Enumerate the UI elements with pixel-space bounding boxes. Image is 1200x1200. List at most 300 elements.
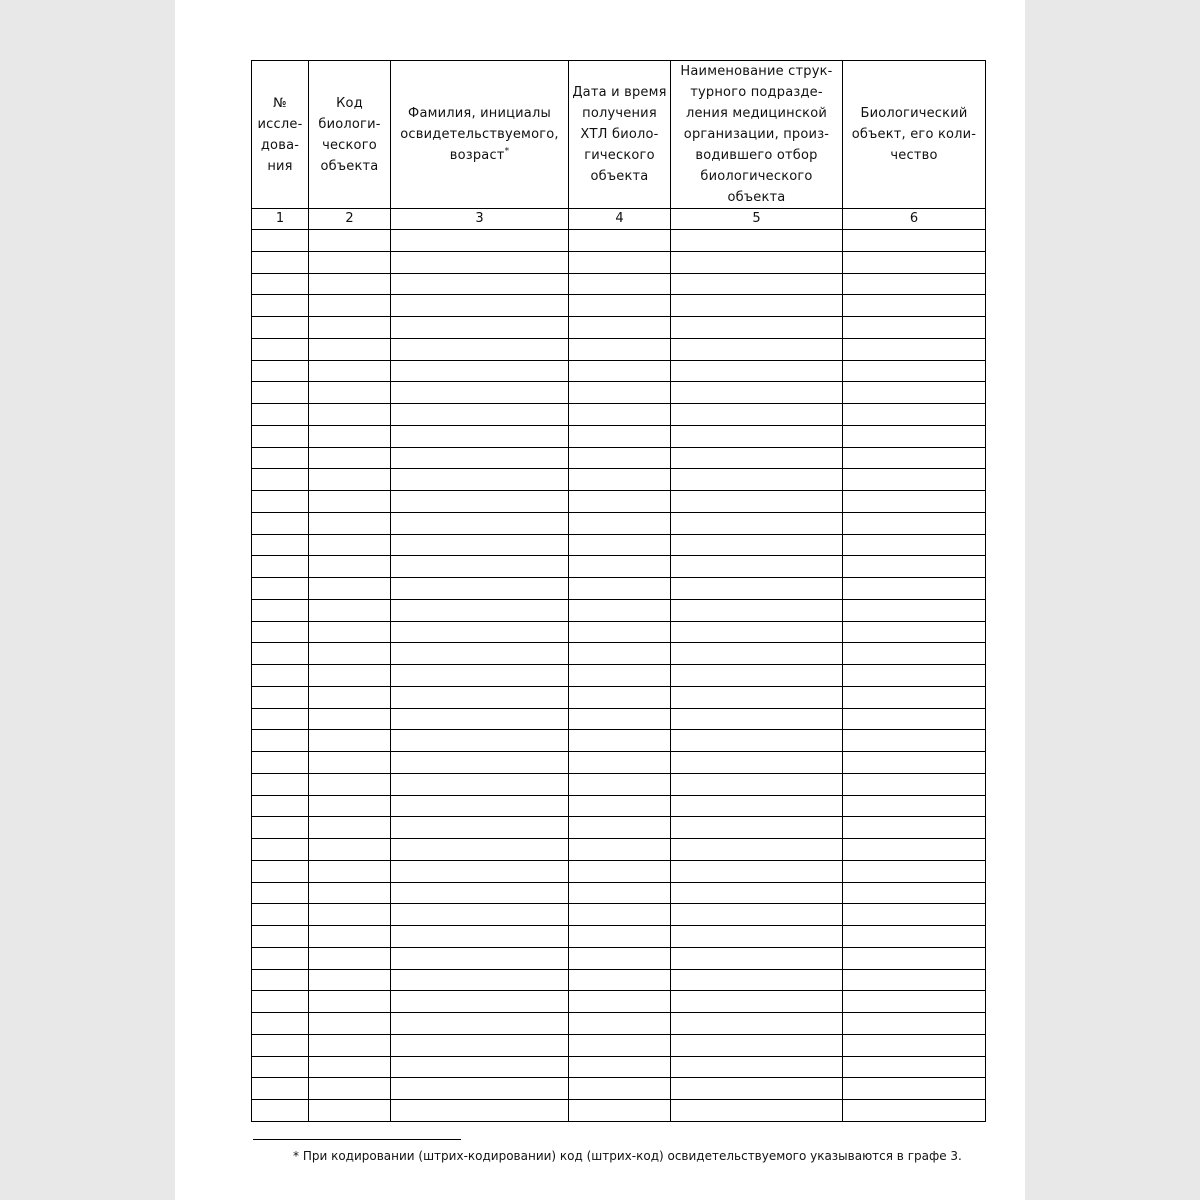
table-cell[interactable] (843, 251, 986, 273)
table-row (252, 1078, 986, 1100)
table-cell[interactable] (671, 882, 843, 904)
table-cell[interactable] (309, 404, 391, 426)
table-cell[interactable] (569, 556, 671, 578)
table-cell[interactable] (843, 643, 986, 665)
table-cell[interactable] (252, 469, 309, 491)
table-cell[interactable] (569, 491, 671, 513)
header-text: Дата и время получения ХТЛ биоло- гического объекта (572, 85, 667, 184)
table-row (252, 773, 986, 795)
table-cell[interactable] (252, 773, 309, 795)
table-row (252, 382, 986, 404)
table-cell[interactable] (309, 534, 391, 556)
table-cell[interactable] (671, 1078, 843, 1100)
table-row (252, 295, 986, 317)
table-cell[interactable] (569, 273, 671, 295)
table-cell[interactable] (843, 425, 986, 447)
table-cell[interactable] (391, 1056, 569, 1078)
table-cell[interactable] (391, 491, 569, 513)
table-cell[interactable] (671, 447, 843, 469)
table-cell[interactable] (309, 1034, 391, 1056)
table-cell[interactable] (569, 1056, 671, 1078)
table-cell[interactable] (252, 425, 309, 447)
column-number: 6 (843, 209, 986, 230)
table-cell[interactable] (252, 599, 309, 621)
table-cell[interactable] (391, 947, 569, 969)
table-cell[interactable] (671, 295, 843, 317)
table-cell[interactable] (252, 447, 309, 469)
table-cell[interactable] (569, 447, 671, 469)
table-row (252, 991, 986, 1013)
table-cell[interactable] (671, 904, 843, 926)
table-cell[interactable] (309, 860, 391, 882)
table-cell[interactable] (843, 1034, 986, 1056)
table-cell[interactable] (569, 599, 671, 621)
table-cell[interactable] (391, 621, 569, 643)
table-cell[interactable] (309, 317, 391, 339)
table-row (252, 860, 986, 882)
table-cell[interactable] (252, 1100, 309, 1122)
table-cell[interactable] (391, 469, 569, 491)
table-cell[interactable] (309, 382, 391, 404)
table-cell[interactable] (391, 425, 569, 447)
table-row (252, 730, 986, 752)
table-row (252, 817, 986, 839)
table-cell[interactable] (252, 273, 309, 295)
table-row (252, 273, 986, 295)
table-cell[interactable] (391, 578, 569, 600)
column-number: 2 (309, 209, 391, 230)
table-cell[interactable] (569, 1100, 671, 1122)
table-cell[interactable] (843, 273, 986, 295)
header-text: Код биологи- ческого объекта (318, 95, 381, 174)
table-cell[interactable] (391, 1034, 569, 1056)
table-cell[interactable] (309, 1056, 391, 1078)
table-cell[interactable] (252, 1013, 309, 1035)
table-cell[interactable] (671, 665, 843, 687)
table-cell[interactable] (569, 382, 671, 404)
table-cell[interactable] (252, 665, 309, 687)
table-cell[interactable] (391, 882, 569, 904)
table-cell[interactable] (391, 338, 569, 360)
table-cell[interactable] (843, 991, 986, 1013)
table-row (252, 1100, 986, 1122)
table-cell[interactable] (843, 317, 986, 339)
table-cell[interactable] (309, 795, 391, 817)
table-cell[interactable] (309, 621, 391, 643)
table-cell[interactable] (671, 621, 843, 643)
table-row (252, 404, 986, 426)
table-cell[interactable] (309, 1013, 391, 1035)
table-cell[interactable] (569, 817, 671, 839)
table-cell[interactable] (391, 317, 569, 339)
table-cell[interactable] (843, 817, 986, 839)
table-cell[interactable] (569, 1078, 671, 1100)
table-cell[interactable] (309, 251, 391, 273)
table-cell[interactable] (391, 991, 569, 1013)
table-cell[interactable] (252, 360, 309, 382)
table-cell[interactable] (569, 839, 671, 861)
table-cell[interactable] (252, 904, 309, 926)
table-cell[interactable] (671, 578, 843, 600)
table-row (252, 251, 986, 273)
column-number: 4 (569, 209, 671, 230)
table-cell[interactable] (252, 295, 309, 317)
table-cell[interactable] (309, 947, 391, 969)
column-header (252, 61, 309, 209)
table-cell[interactable] (252, 491, 309, 513)
table-cell[interactable] (843, 469, 986, 491)
table-cell[interactable] (671, 230, 843, 252)
table-cell[interactable] (843, 382, 986, 404)
table-cell[interactable] (671, 404, 843, 426)
table-cell[interactable] (843, 1078, 986, 1100)
table-cell[interactable] (309, 230, 391, 252)
table-cell[interactable] (843, 839, 986, 861)
table-cell[interactable] (569, 991, 671, 1013)
column-header (671, 61, 843, 209)
table-cell[interactable] (843, 1013, 986, 1035)
table-cell[interactable] (391, 839, 569, 861)
table-cell[interactable] (671, 360, 843, 382)
table-cell[interactable] (309, 708, 391, 730)
table-cell[interactable] (569, 860, 671, 882)
table-cell[interactable] (309, 686, 391, 708)
table-cell[interactable] (391, 1013, 569, 1035)
table-cell[interactable] (252, 969, 309, 991)
table-cell[interactable] (309, 926, 391, 948)
table-cell[interactable] (252, 556, 309, 578)
table-row (252, 447, 986, 469)
table-cell[interactable] (671, 795, 843, 817)
table-cell[interactable] (671, 926, 843, 948)
table-cell[interactable] (843, 556, 986, 578)
table-cell[interactable] (671, 947, 843, 969)
table-cell[interactable] (391, 708, 569, 730)
table-cell[interactable] (309, 752, 391, 774)
table-cell[interactable] (671, 425, 843, 447)
table-row (252, 926, 986, 948)
table-cell[interactable] (569, 795, 671, 817)
table-cell[interactable] (843, 621, 986, 643)
table-cell[interactable] (569, 882, 671, 904)
table-cell[interactable] (252, 251, 309, 273)
table-cell[interactable] (671, 773, 843, 795)
table-cell[interactable] (391, 686, 569, 708)
table-cell[interactable] (843, 295, 986, 317)
table-cell[interactable] (309, 730, 391, 752)
table-cell[interactable] (391, 295, 569, 317)
table-cell[interactable] (252, 991, 309, 1013)
table-cell[interactable] (671, 817, 843, 839)
table-cell[interactable] (309, 295, 391, 317)
table-cell[interactable] (569, 512, 671, 534)
table-cell[interactable] (843, 447, 986, 469)
table-cell[interactable] (391, 1078, 569, 1100)
table-cell[interactable] (309, 360, 391, 382)
table-cell[interactable] (309, 969, 391, 991)
table-cell[interactable] (569, 251, 671, 273)
table-cell[interactable] (309, 904, 391, 926)
table-body (252, 230, 986, 1122)
table-cell[interactable] (569, 904, 671, 926)
table-cell[interactable] (843, 1100, 986, 1122)
table-cell[interactable] (671, 273, 843, 295)
table-cell[interactable] (309, 839, 391, 861)
table-row (252, 904, 986, 926)
table-cell[interactable] (391, 860, 569, 882)
table-cell[interactable] (569, 686, 671, 708)
table-cell[interactable] (391, 773, 569, 795)
table-cell[interactable] (569, 338, 671, 360)
table-cell[interactable] (843, 230, 986, 252)
table-row (252, 534, 986, 556)
table-cell[interactable] (569, 643, 671, 665)
header-text: № иссле- дова- ния (257, 95, 303, 174)
table-cell[interactable] (671, 251, 843, 273)
table-cell[interactable] (391, 730, 569, 752)
table-cell[interactable] (309, 665, 391, 687)
table-row (252, 665, 986, 687)
table-row (252, 317, 986, 339)
table-cell[interactable] (391, 904, 569, 926)
table-cell[interactable] (671, 730, 843, 752)
table-cell[interactable] (391, 752, 569, 774)
table-cell[interactable] (309, 447, 391, 469)
header-text: Фамилия, инициалы освидетельствуемого, возраст* (400, 106, 559, 163)
table-cell[interactable] (252, 1078, 309, 1100)
table-cell[interactable] (671, 643, 843, 665)
table-cell[interactable] (252, 404, 309, 426)
table-cell[interactable] (309, 273, 391, 295)
table-row (252, 338, 986, 360)
column-header (309, 61, 391, 209)
table-cell[interactable] (252, 686, 309, 708)
table-cell[interactable] (252, 382, 309, 404)
table-cell[interactable] (843, 904, 986, 926)
table-cell[interactable] (391, 1100, 569, 1122)
table-cell[interactable] (391, 382, 569, 404)
table-cell[interactable] (569, 773, 671, 795)
table-cell[interactable] (843, 969, 986, 991)
table-cell[interactable] (391, 969, 569, 991)
table-cell[interactable] (843, 404, 986, 426)
table-cell[interactable] (843, 491, 986, 513)
table-cell[interactable] (309, 556, 391, 578)
table-cell[interactable] (569, 752, 671, 774)
table-row (252, 621, 986, 643)
table-cell[interactable] (309, 578, 391, 600)
table-cell[interactable] (671, 839, 843, 861)
table-cell[interactable] (569, 621, 671, 643)
table-cell[interactable] (843, 882, 986, 904)
table-cell[interactable] (843, 338, 986, 360)
table-row (252, 882, 986, 904)
table-cell[interactable] (671, 991, 843, 1013)
table-cell[interactable] (671, 317, 843, 339)
table-cell[interactable] (843, 599, 986, 621)
table-cell[interactable] (843, 578, 986, 600)
footnote-marker: * (504, 146, 510, 157)
table-row (252, 1013, 986, 1035)
table-cell[interactable] (391, 665, 569, 687)
table-cell[interactable] (309, 643, 391, 665)
table-cell[interactable] (569, 469, 671, 491)
table-cell[interactable] (391, 273, 569, 295)
table-cell[interactable] (391, 556, 569, 578)
table-cell[interactable] (671, 1056, 843, 1078)
table-cell[interactable] (391, 643, 569, 665)
table-cell[interactable] (569, 1034, 671, 1056)
table-cell[interactable] (843, 730, 986, 752)
table-header-row (252, 61, 986, 209)
table-cell[interactable] (671, 969, 843, 991)
document-page (175, 0, 1025, 1200)
table-cell[interactable] (252, 317, 309, 339)
table-cell[interactable] (309, 991, 391, 1013)
table-cell[interactable] (671, 512, 843, 534)
table-cell[interactable] (569, 295, 671, 317)
table-cell[interactable] (252, 621, 309, 643)
table-cell[interactable] (671, 1100, 843, 1122)
table-cell[interactable] (671, 338, 843, 360)
table-row (252, 599, 986, 621)
table-cell[interactable] (252, 338, 309, 360)
table-cell[interactable] (671, 534, 843, 556)
table-cell[interactable] (252, 578, 309, 600)
table-cell[interactable] (252, 512, 309, 534)
table-cell[interactable] (843, 860, 986, 882)
table-cell[interactable] (569, 425, 671, 447)
table-cell[interactable] (391, 512, 569, 534)
table-row (252, 947, 986, 969)
table-cell[interactable] (391, 404, 569, 426)
table-cell[interactable] (671, 686, 843, 708)
table-cell[interactable] (252, 947, 309, 969)
table-cell[interactable] (309, 882, 391, 904)
table-cell[interactable] (252, 708, 309, 730)
table-cell[interactable] (843, 708, 986, 730)
table-cell[interactable] (843, 926, 986, 948)
table-cell[interactable] (252, 730, 309, 752)
table-row (252, 230, 986, 252)
column-header (569, 61, 671, 209)
column-header (843, 61, 986, 209)
table-cell[interactable] (671, 752, 843, 774)
table-cell[interactable] (391, 534, 569, 556)
table-cell[interactable] (671, 556, 843, 578)
table-cell[interactable] (569, 969, 671, 991)
table-cell[interactable] (569, 1013, 671, 1035)
table-cell[interactable] (391, 251, 569, 273)
table-cell[interactable] (569, 317, 671, 339)
table-cell[interactable] (309, 512, 391, 534)
table-cell[interactable] (671, 469, 843, 491)
table-cell[interactable] (252, 1034, 309, 1056)
table-row (252, 491, 986, 513)
table-cell[interactable] (569, 230, 671, 252)
table-row (252, 969, 986, 991)
table-cell[interactable] (671, 860, 843, 882)
table-row (252, 686, 986, 708)
table-cell[interactable] (671, 491, 843, 513)
table-cell[interactable] (843, 665, 986, 687)
table-cell[interactable] (569, 404, 671, 426)
table-cell[interactable] (309, 425, 391, 447)
table-cell[interactable] (309, 1078, 391, 1100)
table-cell[interactable] (843, 686, 986, 708)
table-cell[interactable] (569, 578, 671, 600)
table-cell[interactable] (252, 752, 309, 774)
table-cell[interactable] (309, 338, 391, 360)
table-cell[interactable] (252, 795, 309, 817)
table-cell[interactable] (391, 447, 569, 469)
table-cell[interactable] (391, 599, 569, 621)
column-number: 3 (391, 209, 569, 230)
table-cell[interactable] (671, 1013, 843, 1035)
column-number: 5 (671, 209, 843, 230)
table-cell[interactable] (252, 882, 309, 904)
table-cell[interactable] (569, 665, 671, 687)
table-cell[interactable] (843, 947, 986, 969)
table-cell[interactable] (391, 360, 569, 382)
table-cell[interactable] (309, 817, 391, 839)
table-cell[interactable] (843, 1056, 986, 1078)
table-cell[interactable] (252, 860, 309, 882)
table-cell[interactable] (569, 926, 671, 948)
table-cell[interactable] (252, 817, 309, 839)
table-cell[interactable] (252, 534, 309, 556)
table-cell[interactable] (671, 599, 843, 621)
table-cell[interactable] (671, 708, 843, 730)
table-cell[interactable] (391, 817, 569, 839)
table-cell[interactable] (569, 534, 671, 556)
table-cell[interactable] (309, 599, 391, 621)
header-text: Биологический объект, его коли- чество (851, 106, 977, 163)
table-cell[interactable] (252, 926, 309, 948)
table-row (252, 795, 986, 817)
table-cell[interactable] (309, 491, 391, 513)
table-cell[interactable] (391, 926, 569, 948)
footnote-divider (253, 1139, 461, 1140)
table-row (252, 752, 986, 774)
table-cell[interactable] (843, 512, 986, 534)
table-cell[interactable] (843, 752, 986, 774)
table-row (252, 512, 986, 534)
table-cell[interactable] (252, 1056, 309, 1078)
table-cell[interactable] (252, 230, 309, 252)
table-cell[interactable] (391, 795, 569, 817)
table-cell[interactable] (569, 708, 671, 730)
table-cell[interactable] (569, 947, 671, 969)
table-row (252, 708, 986, 730)
table-cell[interactable] (671, 1034, 843, 1056)
table-row (252, 839, 986, 861)
table-cell[interactable] (843, 773, 986, 795)
table-cell[interactable] (391, 230, 569, 252)
table-cell[interactable] (569, 730, 671, 752)
table-row (252, 1034, 986, 1056)
table-cell[interactable] (309, 773, 391, 795)
table-cell[interactable] (309, 469, 391, 491)
table-cell[interactable] (671, 382, 843, 404)
table-cell[interactable] (569, 360, 671, 382)
table-cell[interactable] (843, 360, 986, 382)
table-cell[interactable] (252, 643, 309, 665)
table-cell[interactable] (843, 795, 986, 817)
table-cell[interactable] (309, 1100, 391, 1122)
table-cell[interactable] (252, 839, 309, 861)
table-cell[interactable] (843, 534, 986, 556)
